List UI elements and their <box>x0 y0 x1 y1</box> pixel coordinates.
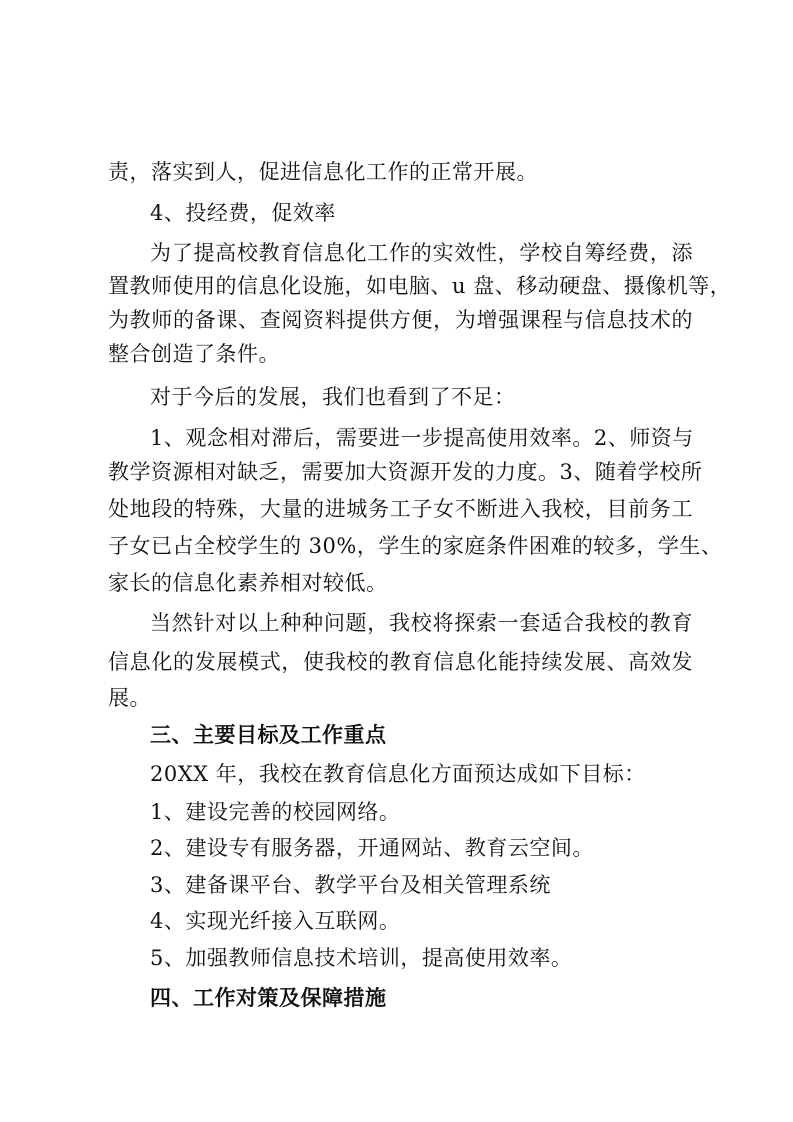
list-item: 4、实现光纤接入互联网。 <box>150 909 401 933</box>
paragraph-line: 展。 <box>108 686 151 710</box>
paragraph-line: 处地段的特殊，大量的进城务工子女不断进入我校，目前务工 <box>108 497 693 521</box>
paragraph-line: 20XX 年，我校在教育信息化方面预达成如下目标： <box>150 762 646 786</box>
paragraph-line: 家长的信息化素养相对较低。 <box>108 571 388 595</box>
paragraph-line: 对于今后的发展，我们也看到了不足： <box>150 385 516 409</box>
paragraph-line: 当然针对以上种种问题，我校将探索一套适合我校的教育 <box>150 611 693 635</box>
subheading-line: 4、投经费，促效率 <box>150 201 336 225</box>
section-heading-3: 三、主要目标及工作重点 <box>150 722 387 747</box>
list-item: 2、建设专有服务器，开通网站、教育云空间。 <box>150 836 594 860</box>
paragraph-line: 责，落实到人，促进信息化工作的正常开展。 <box>108 160 538 184</box>
list-item: 5、加强教师信息技术培训，提高使用效率。 <box>150 946 573 970</box>
paragraph-line: 1、观念相对滞后，需要进一步提高使用效率。2、师资与 <box>150 426 694 450</box>
paragraph-line: 置教师使用的信息化设施，如电脑、u 盘、移动硬盘、摄像机等， <box>108 274 732 298</box>
paragraph-line: 整合创造了条件。 <box>108 342 280 366</box>
paragraph-line: 为了提高校教育信息化工作的实效性，学校自筹经费，添 <box>150 241 693 265</box>
paragraph-line: 子女已占全校学生的 30%，学生的家庭条件困难的较多，学生、 <box>108 534 723 558</box>
section-heading-4: 四、工作对策及保障措施 <box>150 985 387 1010</box>
paragraph-line: 为教师的备课、查阅资料提供方便，为增强课程与信息技术的 <box>108 308 693 332</box>
list-item: 1、建设完善的校园网络。 <box>150 800 401 824</box>
list-item: 3、建备课平台、教学平台及相关管理系统 <box>150 873 551 897</box>
paragraph-line: 教学资源相对缺乏，需要加大资源开发的力度。3、随着学校所 <box>108 460 703 484</box>
paragraph-line: 信息化的发展模式，使我校的教育信息化能持续发展、高效发 <box>108 650 693 674</box>
